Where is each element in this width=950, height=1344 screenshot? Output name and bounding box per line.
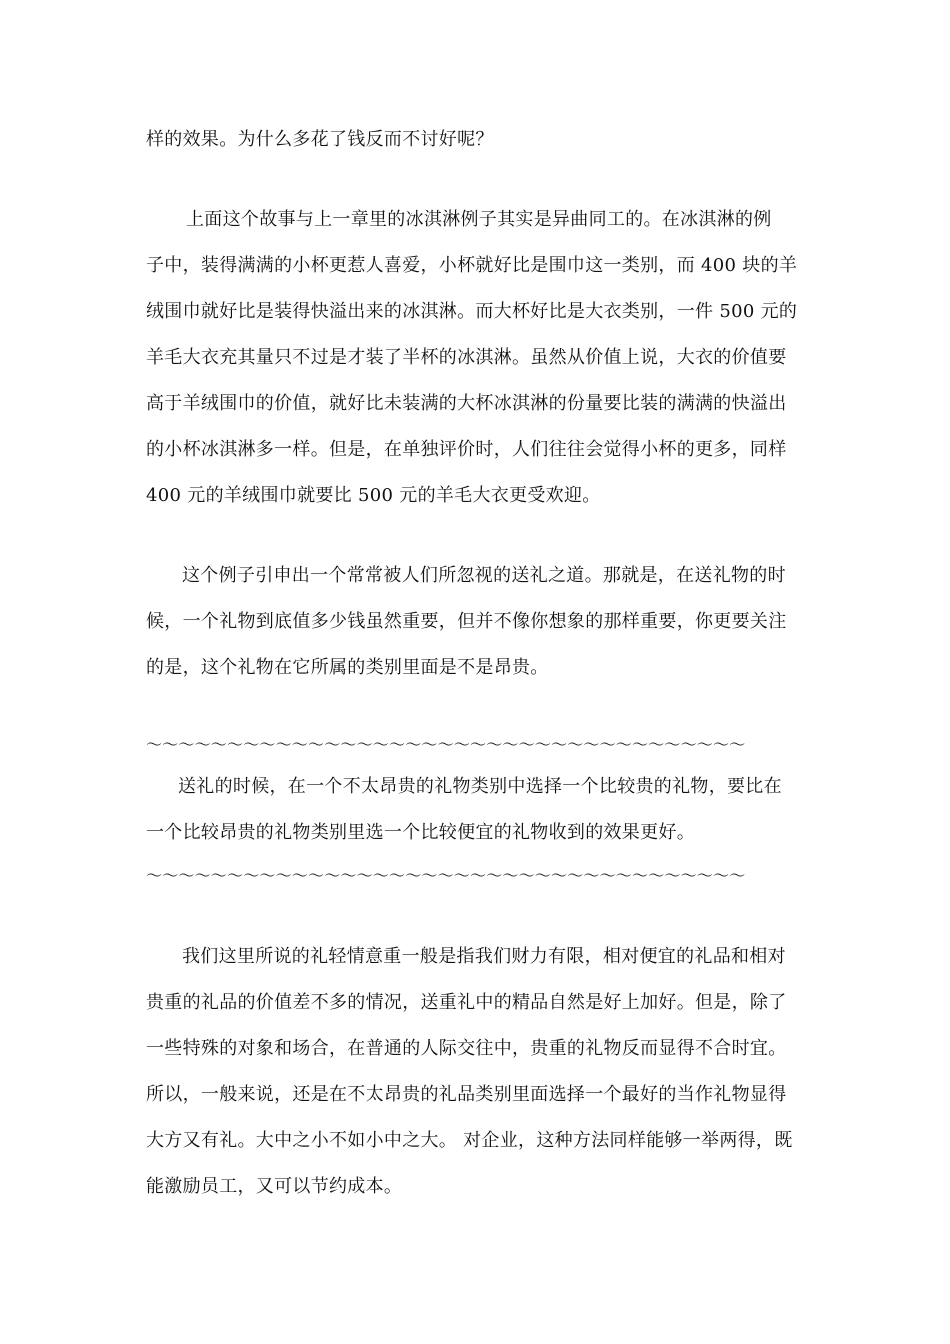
text-line: 候，一个礼物到底值多少钱虽然重要，但并不像你想象的那样重要，你更要关注 — [146, 611, 787, 632]
text-line: 上面这个故事与上一章里的冰淇淋例子其实是异曲同工的。在冰淇淋的例 — [186, 209, 772, 230]
text-line: 这个例子引申出一个常常被人们所忽视的送礼之道。那就是，在送礼物的时 — [182, 565, 786, 586]
tilde-divider-top: ～～～～～～～～～～～～～～～～～～～～～～～～～～～～～～～～～～～～～ — [146, 735, 746, 754]
text-line: 400 元的羊绒围巾就要比 500 元的羊毛大衣更受欢迎。 — [146, 485, 601, 506]
text-line: 高于羊绒围巾的价值，就好比未装满的大杯冰淇淋的份量要比装的满满的快溢出 — [146, 393, 787, 414]
text-line: 的小杯冰淇淋多一样。但是，在单独评价时，人们往往会觉得小杯的更多，同样 — [146, 439, 787, 460]
text-line: 一些特殊的对象和场合，在普通的人际交往中，贵重的礼物反而显得不合时宜。 — [146, 1038, 787, 1059]
text-line: 一个比较昂贵的礼物类别里选一个比较便宜的礼物收到的效果更好。 — [146, 822, 695, 843]
text-line: 贵重的礼品的价值差不多的情况，送重礼中的精品自然是好上加好。但是，除了 — [146, 992, 787, 1013]
text-line: 绒围巾就好比是装得快溢出来的冰淇淋。而大杯好比是大衣类别，一件 500 元的 — [146, 301, 798, 322]
text-line: 羊毛大衣充其量只不过是才装了半杯的冰淇淋。虽然从价值上说，大衣的价值要 — [146, 347, 787, 368]
tilde-divider-bottom: ～～～～～～～～～～～～～～～～～～～～～～～～～～～～～～～～～～～～～ — [146, 866, 746, 885]
text-line: 送礼的时候，在一个不太昂贵的礼物类别中选择一个比较贵的礼物，要比在 — [178, 776, 782, 797]
text-line: 大方又有礼。大中之小不如小中之大。 对企业，这种方法同样能够一举两得，既 — [146, 1130, 793, 1151]
text-line: 子中，装得满满的小杯更惹人喜爱，小杯就好比是围巾这一类别，而 400 块的羊 — [146, 255, 798, 276]
text-line: 所以，一般来说，还是在不太昂贵的礼品类别里面选择一个最好的当作礼物显得 — [146, 1084, 787, 1105]
text-line: 我们这里所说的礼轻情意重一般是指我们财力有限，相对便宜的礼品和相对 — [182, 946, 786, 967]
text-line: 的是，这个礼物在它所属的类别里面是不是昂贵。 — [146, 657, 549, 678]
text-line: 样的效果。为什么多花了钱反而不讨好呢？ — [146, 129, 494, 150]
text-line: 能激励员工，又可以节约成本。 — [146, 1176, 403, 1197]
